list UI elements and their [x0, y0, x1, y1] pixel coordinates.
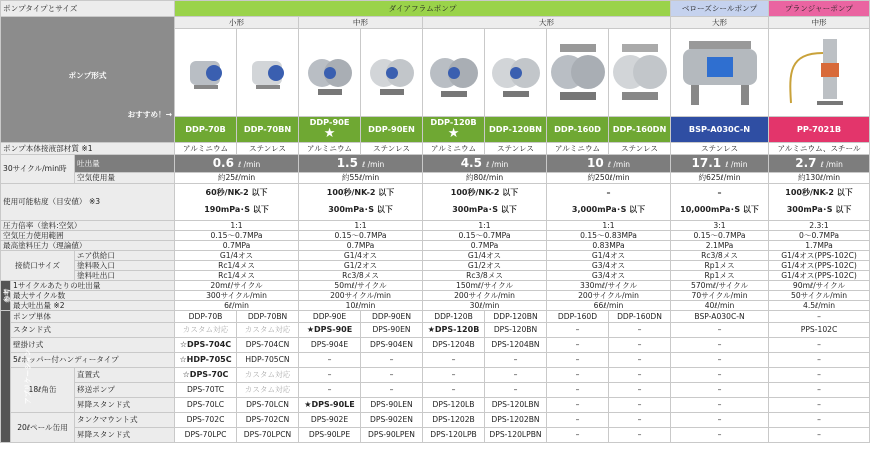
- app-cell: –: [361, 368, 423, 383]
- reference-side-text: 参考: [3, 288, 12, 303]
- air-pressure-value: 0.15〜0.7MPa: [175, 231, 299, 241]
- recommend-star-icon: ★: [447, 125, 460, 141]
- reference-side-label: [1, 281, 11, 311]
- pump-image-ddp-70b: [175, 29, 237, 117]
- app-cell: DPS-70LCN: [237, 398, 299, 413]
- size-small: 小形: [175, 17, 299, 29]
- app-cell: DPS-1202B: [423, 413, 485, 428]
- app-cell: –: [299, 383, 361, 398]
- app-cell: –: [547, 338, 609, 353]
- recommend-label: おすすめ！→: [127, 109, 173, 119]
- viscosity-bottom: 300mPa･S 以下: [786, 205, 852, 215]
- hopper-label: 5ℓホッパー付ハンディータイプ: [11, 353, 175, 368]
- app-cell: –: [769, 383, 870, 398]
- app-cell: BSP-A030C-N: [671, 311, 769, 323]
- max-pressure-value: 0.83MPa: [547, 241, 671, 251]
- max-output-value: 30ℓ/min: [423, 301, 547, 311]
- app-cell: DPS-70LC: [175, 398, 237, 413]
- max-cycle-value: 300サイクル/min: [175, 291, 299, 301]
- app-cell: –: [671, 398, 769, 413]
- app-cell: –: [609, 383, 671, 398]
- app-cell: –: [769, 413, 870, 428]
- max-pressure-value: 0.7MPa: [175, 241, 299, 251]
- app-cell: ★DPS-120B: [423, 323, 485, 338]
- app-cell: –: [299, 353, 361, 368]
- app-cell: –: [547, 368, 609, 383]
- model-pp-7021b: PP-7021B: [769, 117, 870, 143]
- viscosity-value: [671, 184, 769, 221]
- viscosity-top: 100秒/NK-2 以下: [450, 188, 519, 198]
- app-cell: –: [609, 398, 671, 413]
- ports-label: 接続口サイズ: [1, 251, 75, 281]
- app-cell: DPS-704CN: [237, 338, 299, 353]
- app-cell: DPS-702C: [175, 413, 237, 428]
- diaphragm-header: ダイアフラムポンプ: [175, 1, 671, 17]
- material-value: アルミニウム: [299, 143, 361, 155]
- discharge-value: [547, 155, 671, 173]
- size-medium: 中形: [299, 17, 423, 29]
- discharge-condition-label: 30サイクル/min時: [1, 155, 75, 184]
- pump-model-label: [1, 17, 175, 143]
- app-cell: –: [671, 413, 769, 428]
- app-cell: DPS-902EN: [361, 413, 423, 428]
- app-cell: DDP-160D: [547, 311, 609, 323]
- port-air-value: G1/4オス: [547, 251, 671, 261]
- per-cycle-value: 50mℓ/サイクル: [299, 281, 423, 291]
- app-cell: –: [485, 353, 547, 368]
- app-cell: –: [299, 368, 361, 383]
- app-cell: DDP-70B: [175, 311, 237, 323]
- size-large: 大形: [423, 17, 671, 29]
- discharge-value: [423, 155, 547, 173]
- model-ddp-90e: [299, 117, 361, 143]
- port-inlet-value: G1/2オス: [299, 261, 423, 271]
- app-cell: DPS-70TC: [175, 383, 237, 398]
- app-cell: カスタム対応: [237, 323, 299, 338]
- viscosity-bottom: 300mPa･S 以下: [328, 205, 393, 215]
- app-cell: DDP-90EN: [361, 311, 423, 323]
- max-pressure-label: 最高塗料圧力（理論値）: [1, 241, 175, 251]
- app-cell: カスタム対応: [237, 368, 299, 383]
- port-air-value: G1/4オス: [423, 251, 547, 261]
- pressure-ratio-value: 1:1: [423, 221, 547, 231]
- app-cell: –: [485, 383, 547, 398]
- app-cell: –: [547, 323, 609, 338]
- discharge-number: 0.6: [212, 156, 234, 171]
- port-inlet-label: 塗料吸入口: [75, 261, 175, 271]
- can18-transfer-label: 移送ポンプ: [75, 383, 175, 398]
- app-cell: –: [609, 353, 671, 368]
- discharge-number: 2.7: [795, 156, 817, 171]
- viscosity-top: –: [717, 188, 722, 198]
- per-cycle-value: 20mℓ/サイクル: [175, 281, 299, 291]
- discharge-number: 17.1: [691, 156, 722, 171]
- port-air-value: Rc3/8メス: [671, 251, 769, 261]
- discharge-number: 1.5: [336, 156, 358, 171]
- discharge-value: [769, 155, 870, 173]
- max-pressure-value: 1.7MPa: [769, 241, 870, 251]
- discharge-label: 吐出量: [75, 155, 175, 173]
- model-ddp-70b: DDP-70B: [175, 117, 237, 143]
- type-size-label: ポンプタイプとサイズ: [1, 1, 175, 17]
- pressure-ratio-value: 1:1: [175, 221, 299, 231]
- per-cycle-value: 330mℓ/サイクル: [547, 281, 671, 291]
- app-cell: –: [361, 383, 423, 398]
- per-cycle-value: 90mℓ/サイクル: [769, 281, 870, 291]
- app-cell: –: [769, 428, 870, 443]
- can18-label: 18ℓ角缶: [11, 368, 75, 413]
- app-cell: HDP-705CN: [237, 353, 299, 368]
- app-cell: –: [423, 368, 485, 383]
- pump-image-ddp-90en: [361, 29, 423, 117]
- app-cell: –: [423, 353, 485, 368]
- app-cell: –: [609, 428, 671, 443]
- air-usage-value: 約55ℓ/min: [299, 173, 423, 184]
- pump-only-label: ポンプ単体: [11, 311, 175, 323]
- app-cell: DPS-904E: [299, 338, 361, 353]
- pressure-ratio-value: 1:1: [299, 221, 423, 231]
- app-cell: DPS-90EN: [361, 323, 423, 338]
- viscosity-bottom: 10,000mPa･S 以下: [680, 205, 759, 215]
- app-cell: –: [547, 428, 609, 443]
- max-output-value: 66ℓ/min: [547, 301, 671, 311]
- app-cell: DPS-120LBN: [485, 398, 547, 413]
- app-cell: DPS-70LPCN: [237, 428, 299, 443]
- app-cell: ☆DPS-704C: [175, 338, 237, 353]
- pressure-ratio-label: 圧力倍率（塗料:空気）: [1, 221, 175, 231]
- material-value: ステンレス: [361, 143, 423, 155]
- air-usage-value: 約625ℓ/min: [671, 173, 769, 184]
- discharge-unit: ℓ /min: [238, 160, 261, 170]
- app-cell: ★DPS-90LE: [299, 398, 361, 413]
- per-cycle-value: 570mℓ/サイクル: [671, 281, 769, 291]
- max-output-label: 最大吐出量 ※2: [11, 301, 175, 311]
- max-cycle-value: 70サイクル/min: [671, 291, 769, 301]
- app-cell: DPS-90LPEN: [361, 428, 423, 443]
- app-cell: DPS-904EN: [361, 338, 423, 353]
- max-output-value: 6ℓ/min: [175, 301, 299, 311]
- app-cell: ★DPS-90E: [299, 323, 361, 338]
- discharge-number: 10: [587, 156, 604, 171]
- max-output-value: 10ℓ/min: [299, 301, 423, 311]
- app-cell: DPS-902E: [299, 413, 361, 428]
- pump-image-ddp-160dn: [609, 29, 671, 117]
- pump-image-ddp-120bn: [485, 29, 547, 117]
- app-cell: –: [769, 311, 870, 323]
- viscosity-top: –: [606, 188, 611, 198]
- air-pressure-value: 0〜0.7MPa: [769, 231, 870, 241]
- viscosity-value: [299, 184, 423, 221]
- can18-direct-label: 直置式: [75, 368, 175, 383]
- port-inlet-value: Rc1/4メス: [175, 261, 299, 271]
- port-outlet-value: Rc3/8メス: [423, 271, 547, 281]
- plunger-size-medium: 中形: [769, 17, 870, 29]
- app-cell: DDP-70BN: [237, 311, 299, 323]
- pump-image-bsp-a030c-n: [671, 29, 769, 117]
- max-output-value: 4.5ℓ/min: [769, 301, 870, 311]
- app-cell: DPS-70LPC: [175, 428, 237, 443]
- app-cell: –: [361, 353, 423, 368]
- port-inlet-value: Rp1メス: [671, 261, 769, 271]
- discharge-unit: ℓ /min: [607, 160, 631, 170]
- discharge-unit: ℓ /min: [486, 160, 509, 170]
- pressure-ratio-value: 2.3:1: [769, 221, 870, 231]
- viscosity-top: 100秒/NK-2 以下: [326, 188, 395, 198]
- pump-image-ddp-90e: [299, 29, 361, 117]
- discharge-unit: ℓ /min: [725, 160, 748, 170]
- pail20-label: 20ℓペール缶用: [11, 413, 75, 443]
- app-cell: DPS-1204BN: [485, 338, 547, 353]
- per-cycle-label: 1サイクルあたりの吐出量: [11, 281, 175, 291]
- app-cell: DDP-120BN: [485, 311, 547, 323]
- app-cell: –: [547, 383, 609, 398]
- app-cell: DPS-1204B: [423, 338, 485, 353]
- viscosity-value: [423, 184, 547, 221]
- port-outlet-value: Rc3/8メス: [299, 271, 423, 281]
- pail20-tank-label: タンクマウント式: [75, 413, 175, 428]
- model-bsp-a030c-n: BSP-A030C-N: [671, 117, 769, 143]
- model-ddp-120b-label: DDP-120B: [430, 117, 477, 128]
- app-cell: DPS-90LEN: [361, 398, 423, 413]
- plunger-header: プランジャーポンプ: [769, 1, 870, 17]
- material-value: アルミニウム、スチール: [769, 143, 870, 155]
- pump-image-ddp-160d: [547, 29, 609, 117]
- app-cell: –: [547, 353, 609, 368]
- app-cell: –: [609, 368, 671, 383]
- app-cell: –: [769, 338, 870, 353]
- discharge-unit: ℓ /min: [362, 160, 385, 170]
- app-cell: –: [769, 368, 870, 383]
- pump-image-ddp-120b: [423, 29, 485, 117]
- viscosity-bottom: 300mPa･S 以下: [452, 205, 517, 215]
- max-cycle-value: 200サイクル/min: [299, 291, 423, 301]
- viscosity-bottom: 190mPa･S 以下: [204, 205, 269, 215]
- max-pressure-value: 2.1MPa: [671, 241, 769, 251]
- app-cell: –: [547, 398, 609, 413]
- material-value: アルミニウム: [423, 143, 485, 155]
- app-cell: –: [609, 338, 671, 353]
- app-cell: –: [671, 353, 769, 368]
- app-cell: –: [671, 428, 769, 443]
- max-pressure-value: 0.7MPa: [299, 241, 423, 251]
- air-pressure-value: 0.15〜0.7MPa: [423, 231, 547, 241]
- app-cell: –: [485, 368, 547, 383]
- app-cell: DPS-1202BN: [485, 413, 547, 428]
- material-value: ステンレス: [485, 143, 547, 155]
- bellows-header: ベローズシールポンプ: [671, 1, 769, 17]
- can18-lift-label: 昇降スタンド式: [75, 398, 175, 413]
- max-cycle-value: 200サイクル/min: [547, 291, 671, 301]
- material-value: アルミニウム: [175, 143, 237, 155]
- port-outlet-value: G1/4オス(PPS-102C): [769, 271, 870, 281]
- model-ddp-90en: DDP-90EN: [361, 117, 423, 143]
- discharge-value: [299, 155, 423, 173]
- air-pressure-value: 0.15〜0.7MPa: [299, 231, 423, 241]
- app-cell: DPS-90LPE: [299, 428, 361, 443]
- wall-label: 壁掛け式: [11, 338, 175, 353]
- viscosity-value: [547, 184, 671, 221]
- app-cell: –: [671, 383, 769, 398]
- port-outlet-value: Rc1/4メス: [175, 271, 299, 281]
- app-cell: DDP-90E: [299, 311, 361, 323]
- app-cell: –: [671, 323, 769, 338]
- viscosity-bottom: 3,000mPa･S 以下: [571, 205, 646, 215]
- app-cell: DPS-120LPBN: [485, 428, 547, 443]
- pump-image-pp-7021b: [769, 29, 870, 117]
- discharge-unit: ℓ /min: [820, 160, 843, 170]
- app-cell: –: [423, 383, 485, 398]
- recommend-star-icon: ★: [323, 125, 336, 141]
- discharge-value: [175, 155, 299, 173]
- model-ddp-120bn: DDP-120BN: [485, 117, 547, 143]
- app-cell: ☆DPS-70C: [175, 368, 237, 383]
- viscosity-value: [769, 184, 870, 221]
- port-outlet-label: 塗料吐出口: [75, 271, 175, 281]
- model-ddp-90e-label: DDP-90E: [309, 117, 350, 128]
- app-cell: DDP-120B: [423, 311, 485, 323]
- max-cycle-label: 最大サイクル数: [11, 291, 175, 301]
- viscosity-top: 100秒/NK-2 以下: [785, 188, 853, 198]
- app-cell: DPS-120BN: [485, 323, 547, 338]
- max-cycle-value: 50サイクル/min: [769, 291, 870, 301]
- pail20-lift-label: 昇降スタンド式: [75, 428, 175, 443]
- air-pressure-label: 空気圧力使用範囲: [1, 231, 175, 241]
- app-cell: ☆HDP-705C: [175, 353, 237, 368]
- app-cell: –: [609, 413, 671, 428]
- air-usage-label: 空気使用量: [75, 173, 175, 184]
- app-cell: –: [671, 338, 769, 353]
- per-cycle-value: 150mℓ/サイクル: [423, 281, 547, 291]
- material-value: ステンレス: [671, 143, 769, 155]
- max-pressure-value: 0.7MPa: [423, 241, 547, 251]
- max-output-value: 40ℓ/min: [671, 301, 769, 311]
- air-usage-value: 約130ℓ/min: [769, 173, 870, 184]
- port-outlet-value: G3/4オス: [547, 271, 671, 281]
- port-air-value: G1/4オス(PPS-102C): [769, 251, 870, 261]
- air-pressure-value: 0.15〜0.7MPa: [671, 231, 769, 241]
- port-outlet-value: Rp1メス: [671, 271, 769, 281]
- material-label: ポンプ本体接液部材質 ※1: [1, 143, 175, 155]
- application-side-text: アプリケーション: [23, 348, 32, 405]
- port-inlet-value: G1/2オス: [423, 261, 547, 271]
- app-cell: カスタム対応: [237, 383, 299, 398]
- model-ddp-120b: [423, 117, 485, 143]
- pressure-ratio-value: 3:1: [671, 221, 769, 231]
- viscosity-label: 使用可能粘度（目安値） ※3: [1, 184, 175, 221]
- port-air-value: G1/4オス: [299, 251, 423, 261]
- material-value: ステンレス: [609, 143, 671, 155]
- material-value: アルミニウム: [547, 143, 609, 155]
- max-cycle-value: 200サイクル/min: [423, 291, 547, 301]
- pump-image-ddp-70bn: [237, 29, 299, 117]
- app-cell: DDP-160DN: [609, 311, 671, 323]
- port-air-value: G1/4オス: [175, 251, 299, 261]
- app-cell: PPS-102C: [769, 323, 870, 338]
- app-cell: DPS-120LB: [423, 398, 485, 413]
- discharge-number: 4.5: [460, 156, 482, 171]
- bellows-size-large: 大形: [671, 17, 769, 29]
- material-value: ステンレス: [237, 143, 299, 155]
- viscosity-top: 60秒/NK-2 以下: [205, 188, 268, 198]
- app-cell: –: [671, 368, 769, 383]
- air-usage-value: 約250ℓ/min: [547, 173, 671, 184]
- app-cell: –: [547, 413, 609, 428]
- port-inlet-value: G3/4オス: [547, 261, 671, 271]
- model-ddp-160d: DDP-160D: [547, 117, 609, 143]
- port-air-label: エア供給口: [75, 251, 175, 261]
- viscosity-value: [175, 184, 299, 221]
- app-cell: –: [769, 353, 870, 368]
- app-cell: DPS-120LPB: [423, 428, 485, 443]
- air-usage-value: 約25ℓ/min: [175, 173, 299, 184]
- app-cell: DPS-702CN: [237, 413, 299, 428]
- air-usage-value: 約80ℓ/min: [423, 173, 547, 184]
- pressure-ratio-value: 1:1: [547, 221, 671, 231]
- model-ddp-160dn: DDP-160DN: [609, 117, 671, 143]
- discharge-value: [671, 155, 769, 173]
- pump-model-text: ポンプ形式: [68, 70, 107, 80]
- air-pressure-value: 0.15〜0.83MPa: [547, 231, 671, 241]
- app-cell: カスタム対応: [175, 323, 237, 338]
- app-cell: –: [769, 398, 870, 413]
- stand-label: スタンド式: [11, 323, 175, 338]
- port-inlet-value: G1/4オス(PPS-102C): [769, 261, 870, 271]
- app-cell: –: [609, 323, 671, 338]
- model-ddp-70bn: DDP-70BN: [237, 117, 299, 143]
